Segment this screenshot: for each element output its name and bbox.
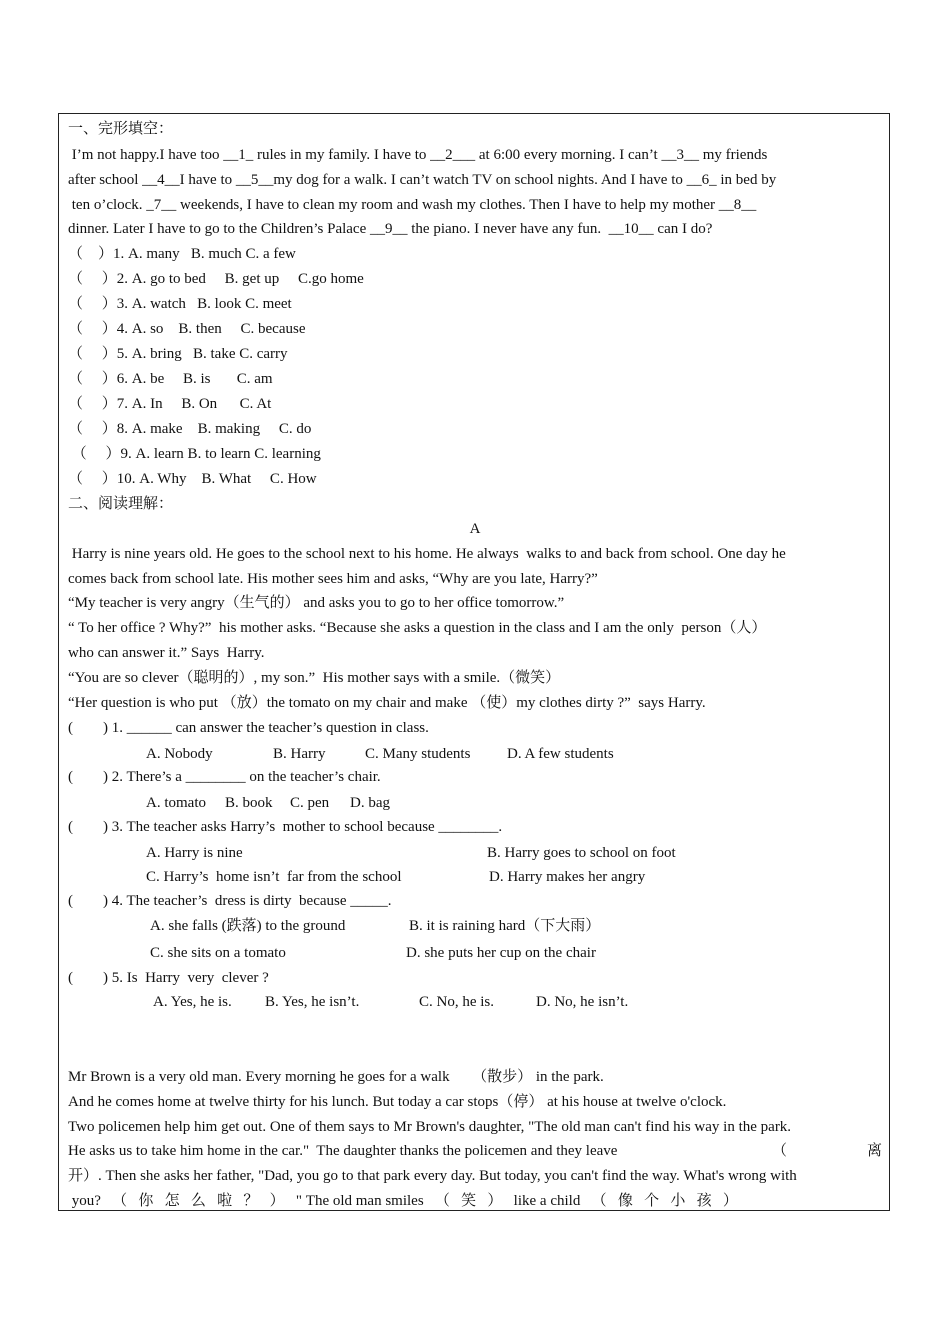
reading-option: D. bag bbox=[350, 795, 390, 811]
section1-heading: 一、完形填空： bbox=[68, 121, 174, 137]
section2-heading: 二、阅读理解： bbox=[68, 496, 174, 512]
reading-option: A. she falls (跌落) to the ground bbox=[150, 918, 346, 934]
reading-option: C. she sits on a tomato bbox=[150, 945, 286, 961]
reading-option: B. Yes, he isn’t. bbox=[265, 994, 360, 1010]
cloze-question: （ ）3. A. watch B. look C. meet bbox=[68, 296, 292, 312]
cloze-passage-line: ten o’clock. _7__ weekends, I have to clean my room and wash my clothes. Then I have to help my mother __8__ bbox=[68, 197, 757, 213]
passage-b-line: Mr Brown is a very old man. Every morning he goes for a walk （散步） in the park. bbox=[68, 1069, 604, 1085]
passage-a-line: comes back from school late. His mother sees him and asks, “Why are you late, Harry?” bbox=[68, 571, 598, 587]
reading-question-stem: ( ) 3. The teacher asks Harry’s mother to school because ________. bbox=[68, 819, 503, 835]
passage-b-line: 离 bbox=[867, 1143, 883, 1159]
cloze-question: （ ）6. A. be B. is C. am bbox=[68, 371, 273, 387]
cloze-passage-line: I’m not happy.I have too __1_ rules in my family. I have to __2___ at 6:00 every morning. I can’t __3__ my friends bbox=[68, 147, 768, 163]
reading-option: B. it is raining hard（下大雨） bbox=[409, 918, 601, 934]
cloze-passage-line: dinner. Later I have to go to the Children’s Palace __9__ the piano. I never have any fun. __10__ can I do? bbox=[68, 221, 713, 237]
reading-option: A. tomato bbox=[146, 795, 206, 811]
cloze-question: （ ）1. A. many B. much C. a few bbox=[68, 246, 296, 262]
reading-question-stem: ( ) 1. ______ can answer the teacher’s question in class. bbox=[68, 720, 429, 736]
cloze-question: （ ）2. A. go to bed B. get up C.go home bbox=[68, 271, 364, 287]
reading-option: A. Harry is nine bbox=[146, 845, 243, 861]
reading-option: A. Nobody bbox=[146, 746, 213, 762]
reading-option: D. A few students bbox=[507, 746, 614, 762]
reading-option: A. Yes, he is. bbox=[153, 994, 232, 1010]
passage-b-line: （ bbox=[772, 1143, 788, 1159]
passage-a-title: A bbox=[469, 521, 481, 537]
reading-option: C. Many students bbox=[365, 746, 471, 762]
passage-a-line: “My teacher is very angry（生气的） and asks you to go to her office tomorrow.” bbox=[68, 595, 565, 611]
reading-option: B. book bbox=[225, 795, 273, 811]
cloze-question: （ ）7. A. In B. On C. At bbox=[68, 396, 272, 412]
reading-question-stem: ( ) 5. Is Harry very clever ? bbox=[68, 970, 269, 986]
reading-option: C. pen bbox=[290, 795, 330, 811]
passage-a-line: “You are so clever（聪明的）, my son.” His mother says with a smile.（微笑） bbox=[68, 670, 561, 686]
reading-option: C. No, he is. bbox=[419, 994, 494, 1010]
reading-option: D. Harry makes her angry bbox=[489, 869, 646, 885]
reading-question-stem: ( ) 2. There’s a ________ on the teacher’s chair. bbox=[68, 769, 381, 785]
passage-b-line: Two policemen help him get out. One of them says to Mr Brown's daughter, "The old man can't find his way in the park. bbox=[68, 1119, 792, 1135]
reading-option: B. Harry goes to school on foot bbox=[487, 845, 676, 861]
cloze-question: （ ）9. A. learn B. to learn C. learning bbox=[68, 446, 321, 462]
passage-a-line: “Her question is who put （放）the tomato on my chair and make （使）my clothes dirty ?” says Harry. bbox=[68, 695, 706, 711]
cloze-passage-line: after school __4__I have to __5__my dog for a walk. I can’t watch TV on school nights. And I have to __6_ in bed by bbox=[68, 172, 777, 188]
passage-b-line: 开）. Then she asks her father, "Dad, you go to that park every day. But today, you can't find the way. What's wrong with bbox=[68, 1168, 797, 1184]
reading-option: B. Harry bbox=[273, 746, 326, 762]
cloze-question: （ ）5. A. bring B. take C. carry bbox=[68, 346, 288, 362]
cloze-question: （ ）8. A. make B. making C. do bbox=[68, 421, 312, 437]
passage-a-line: who can answer it.” Says Harry. bbox=[68, 645, 265, 661]
passage-b-line: you? （ 你 怎 么 啦 ？ ） " The old man smiles （ 笑 ） like a child （ 像 个 小 孩 ） bbox=[68, 1193, 738, 1209]
cloze-question: （ ）4. A. so B. then C. because bbox=[68, 321, 306, 337]
passage-b-line: He asks us to take him home in the car." The daughter thanks the policemen and they leave bbox=[68, 1143, 618, 1159]
cloze-question: （ ）10. A. Why B. What C. How bbox=[68, 471, 317, 487]
reading-option: D. she puts her cup on the chair bbox=[406, 945, 596, 961]
passage-a-line: Harry is nine years old. He goes to the school next to his home. He always walks to and back from school. One day he bbox=[68, 546, 786, 562]
reading-option: C. Harry’s home isn’t far from the school bbox=[146, 869, 402, 885]
reading-option: D. No, he isn’t. bbox=[536, 994, 629, 1010]
reading-question-stem: ( ) 4. The teacher’s dress is dirty because _____. bbox=[68, 893, 392, 909]
passage-b-line: And he comes home at twelve thirty for his lunch. But today a car stops（停） at his house at twelve o'clock. bbox=[68, 1094, 727, 1110]
passage-a-line: “ To her office ? Why?” his mother asks. “Because she asks a question in the class and I am the only person（人） bbox=[68, 620, 767, 636]
